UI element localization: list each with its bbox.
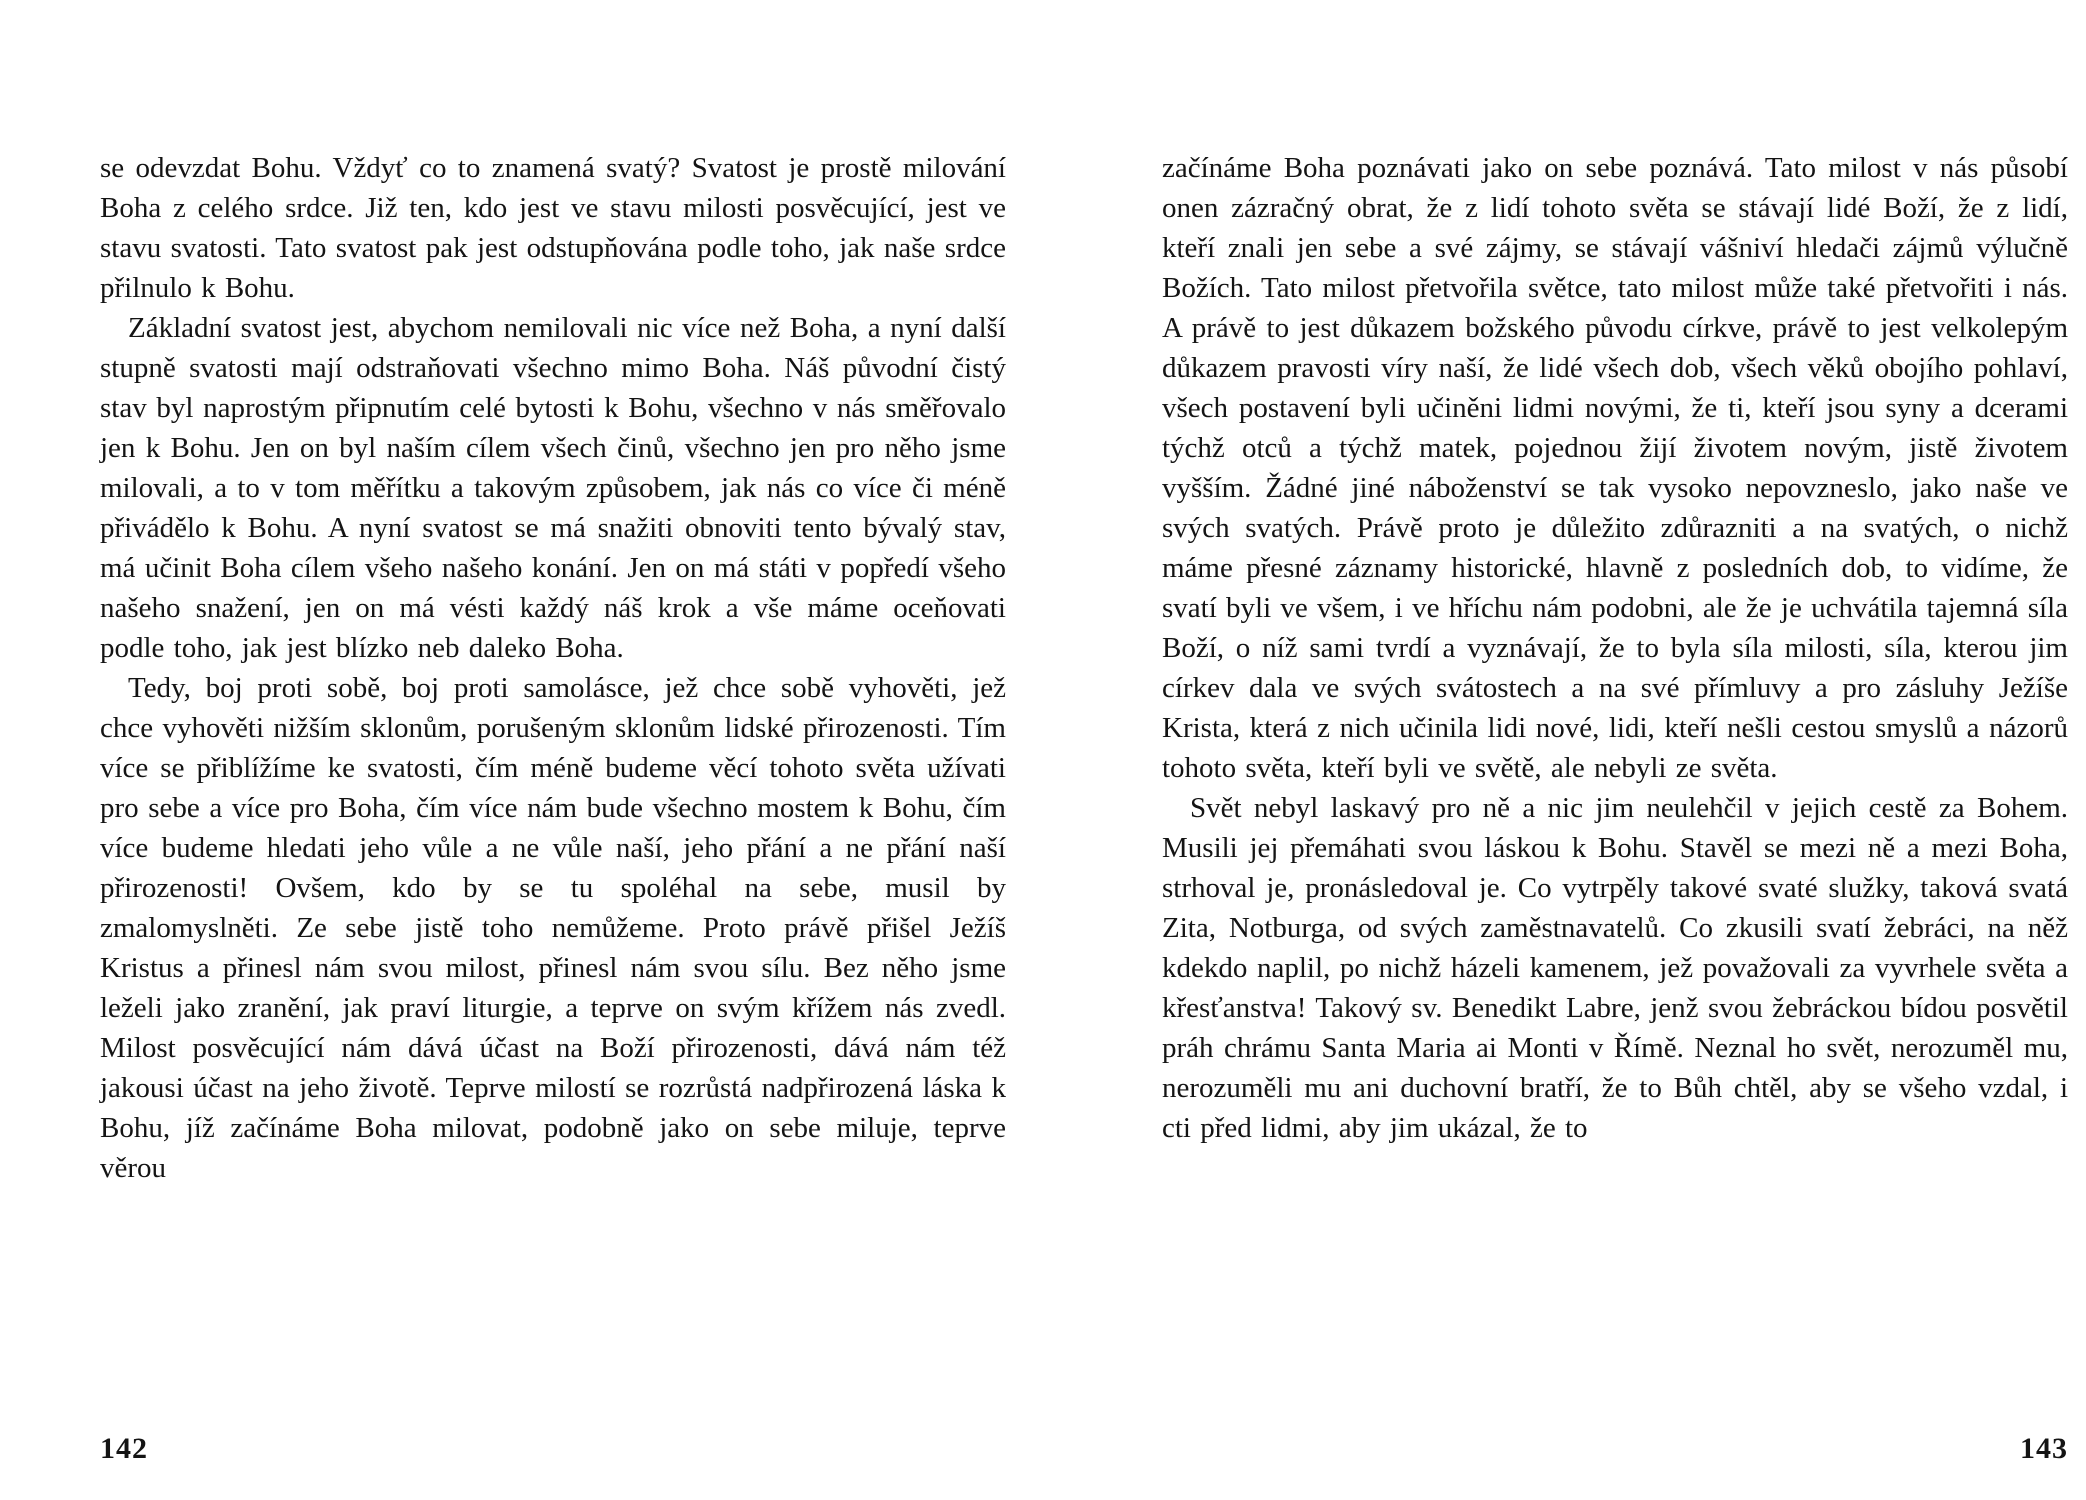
paragraph: Tedy, boj proti sobě, boj proti samolásce, jež chce sobě vyhověti, jež chce vyhověti nižším sklonům, porušeným sklonům lidské přirozenosti. Tím více se přiblížíme ke svatosti, čím méně budeme věcí tohoto světa užívati pro sebe a více pro Boha, čím více nám bude všechno mostem k Bohu, čím více budeme hledati jeho vůle a ne vůle naší, jeho přání a ne přání naší přirozenosti! Ovšem, kdo by se tu spoléhal na sebe, musil by zmalomyslněti. Ze sebe jistě toho nemůžeme. Proto právě přišel Ježíš Kristus a přinesl nám svou milost, přinesl nám svou sílu. Bez něho jsme leželi jako zranění, jak praví liturgie, a teprve on svým křížem nás zvedl. Milost posvěcující nám dává účast na Boží přirozenosti, dává nám též jakousi účast na jeho životě. Teprve milostí se rozrůstá nadpřirozená láska k Bohu, jíž začínáme Boha milovat, podobně jako on sebe miluje, teprve věrou — [100, 672, 1006, 1184]
page-number-right: 143 — [2020, 1432, 2068, 1465]
paragraph: začínáme Boha poznávati jako on sebe poznává. Tato milost v nás působí onen zázračný obrat, že z lidí tohoto světa se stávají lidé Boží, že z lidí, kteří znali jen sebe a své zájmy, se stávají vášniví hledači zájmů výlučně Božích. Tato milost přetvořila světce, tato milost může také přetvořiti i nás. A právě to jest důkazem božského původu církve, právě to jest velkolepým důkazem pravosti víry naší, že lidé všech dob, všech věků obojího pohlaví, všech postavení byli učiněni lidmi novými, že ti, kteří jsou syny a dcerami týchž otců a týchž matek, pojednou žijí životem novým, jistě životem vyšším. Žádné jiné náboženství se tak vysoko nepovzneslo, jako naše ve svých svatých. Právě proto je důležito zdůrazniti a na svatých, o nichž máme přesné záznamy historické, hlavně z posledních dob, to vidíme, že svatí byli ve všem, i ve hříchu nám podobni, ale že je uchvátila tajemná síla Boží, o níž sami tvrdí a vyznávají, že to byla síla milosti, síla, kterou jim církev dala ve svých svátostech a na své přímluvy a pro zásluhy Ježíše Krista, která z nich učinila lidi nové, lidi, kteří nešli cestou smyslů a názorů tohoto světa, kteří byli ve světě, ale nebyli ze světa. — [1162, 152, 2068, 784]
paragraph: Základní svatost jest, abychom nemilovali nic více než Boha, a nyní další stupně svatosti mají odstraňovati všechno mimo Boha. Náš původní čistý stav byl naprostým připnutím celé bytosti k Bohu, všechno v nás směřovalo jen k Bohu. Jen on byl naším cílem všech činů, všechno jen pro něho jsme milovali, a to v tom měřítku a takovým způsobem, jak nás co více či méně přivádělo k Bohu. A nyní svatost se má snažiti obnoviti tento bývalý stav, má učinit Boha cílem všeho našeho konání. Jen on má státi v popředí všeho našeho snažení, jen on má vésti každý náš krok a vše máme oceňovati podle toho, jak jest blízko neb daleko Boha. — [100, 312, 1006, 664]
page-number-left: 142 — [100, 1432, 148, 1465]
paragraph: se odevzdat Bohu. Vždyť co to znamená svatý? Svatost je prostě milování Boha z celého srdce. Již ten, kdo jest ve stavu milosti posvěcující, jest ve stavu svatosti. Tato svatost pak jest odstupňována podle toho, jak naše srdce přilnulo k Bohu. — [100, 152, 1006, 304]
paragraph: Svět nebyl laskavý pro ně a nic jim neulehčil v jejich cestě za Bohem. Musili jej přemáhati svou láskou k Bohu. Stavěl se mezi ně a mezi Boha, strhoval je, pronásledoval je. Co vytrpěly takové svaté služky, taková svatá Zita, Notburga, od svých zaměstnavatelů. Co zkusili svatí žebráci, na něž kdekdo naplil, po nichž házeli kamenem, jež považovali za vyvrhele světa a křesťanstva! Takový sv. Benedikt Labre, jenž svou žebráckou bídou posvětil práh chrámu Santa Maria ai Monti v Římě. Neznal ho svět, nerozuměl mu, nerozuměli mu ani duchovní bratří, že to Bůh chtěl, aby se všeho vzdal, i cti před lidmi, aby jim ukázal, že to — [1162, 792, 2068, 1144]
left-page-text — [100, 148, 1006, 1188]
right-page-text — [1162, 148, 2068, 1148]
